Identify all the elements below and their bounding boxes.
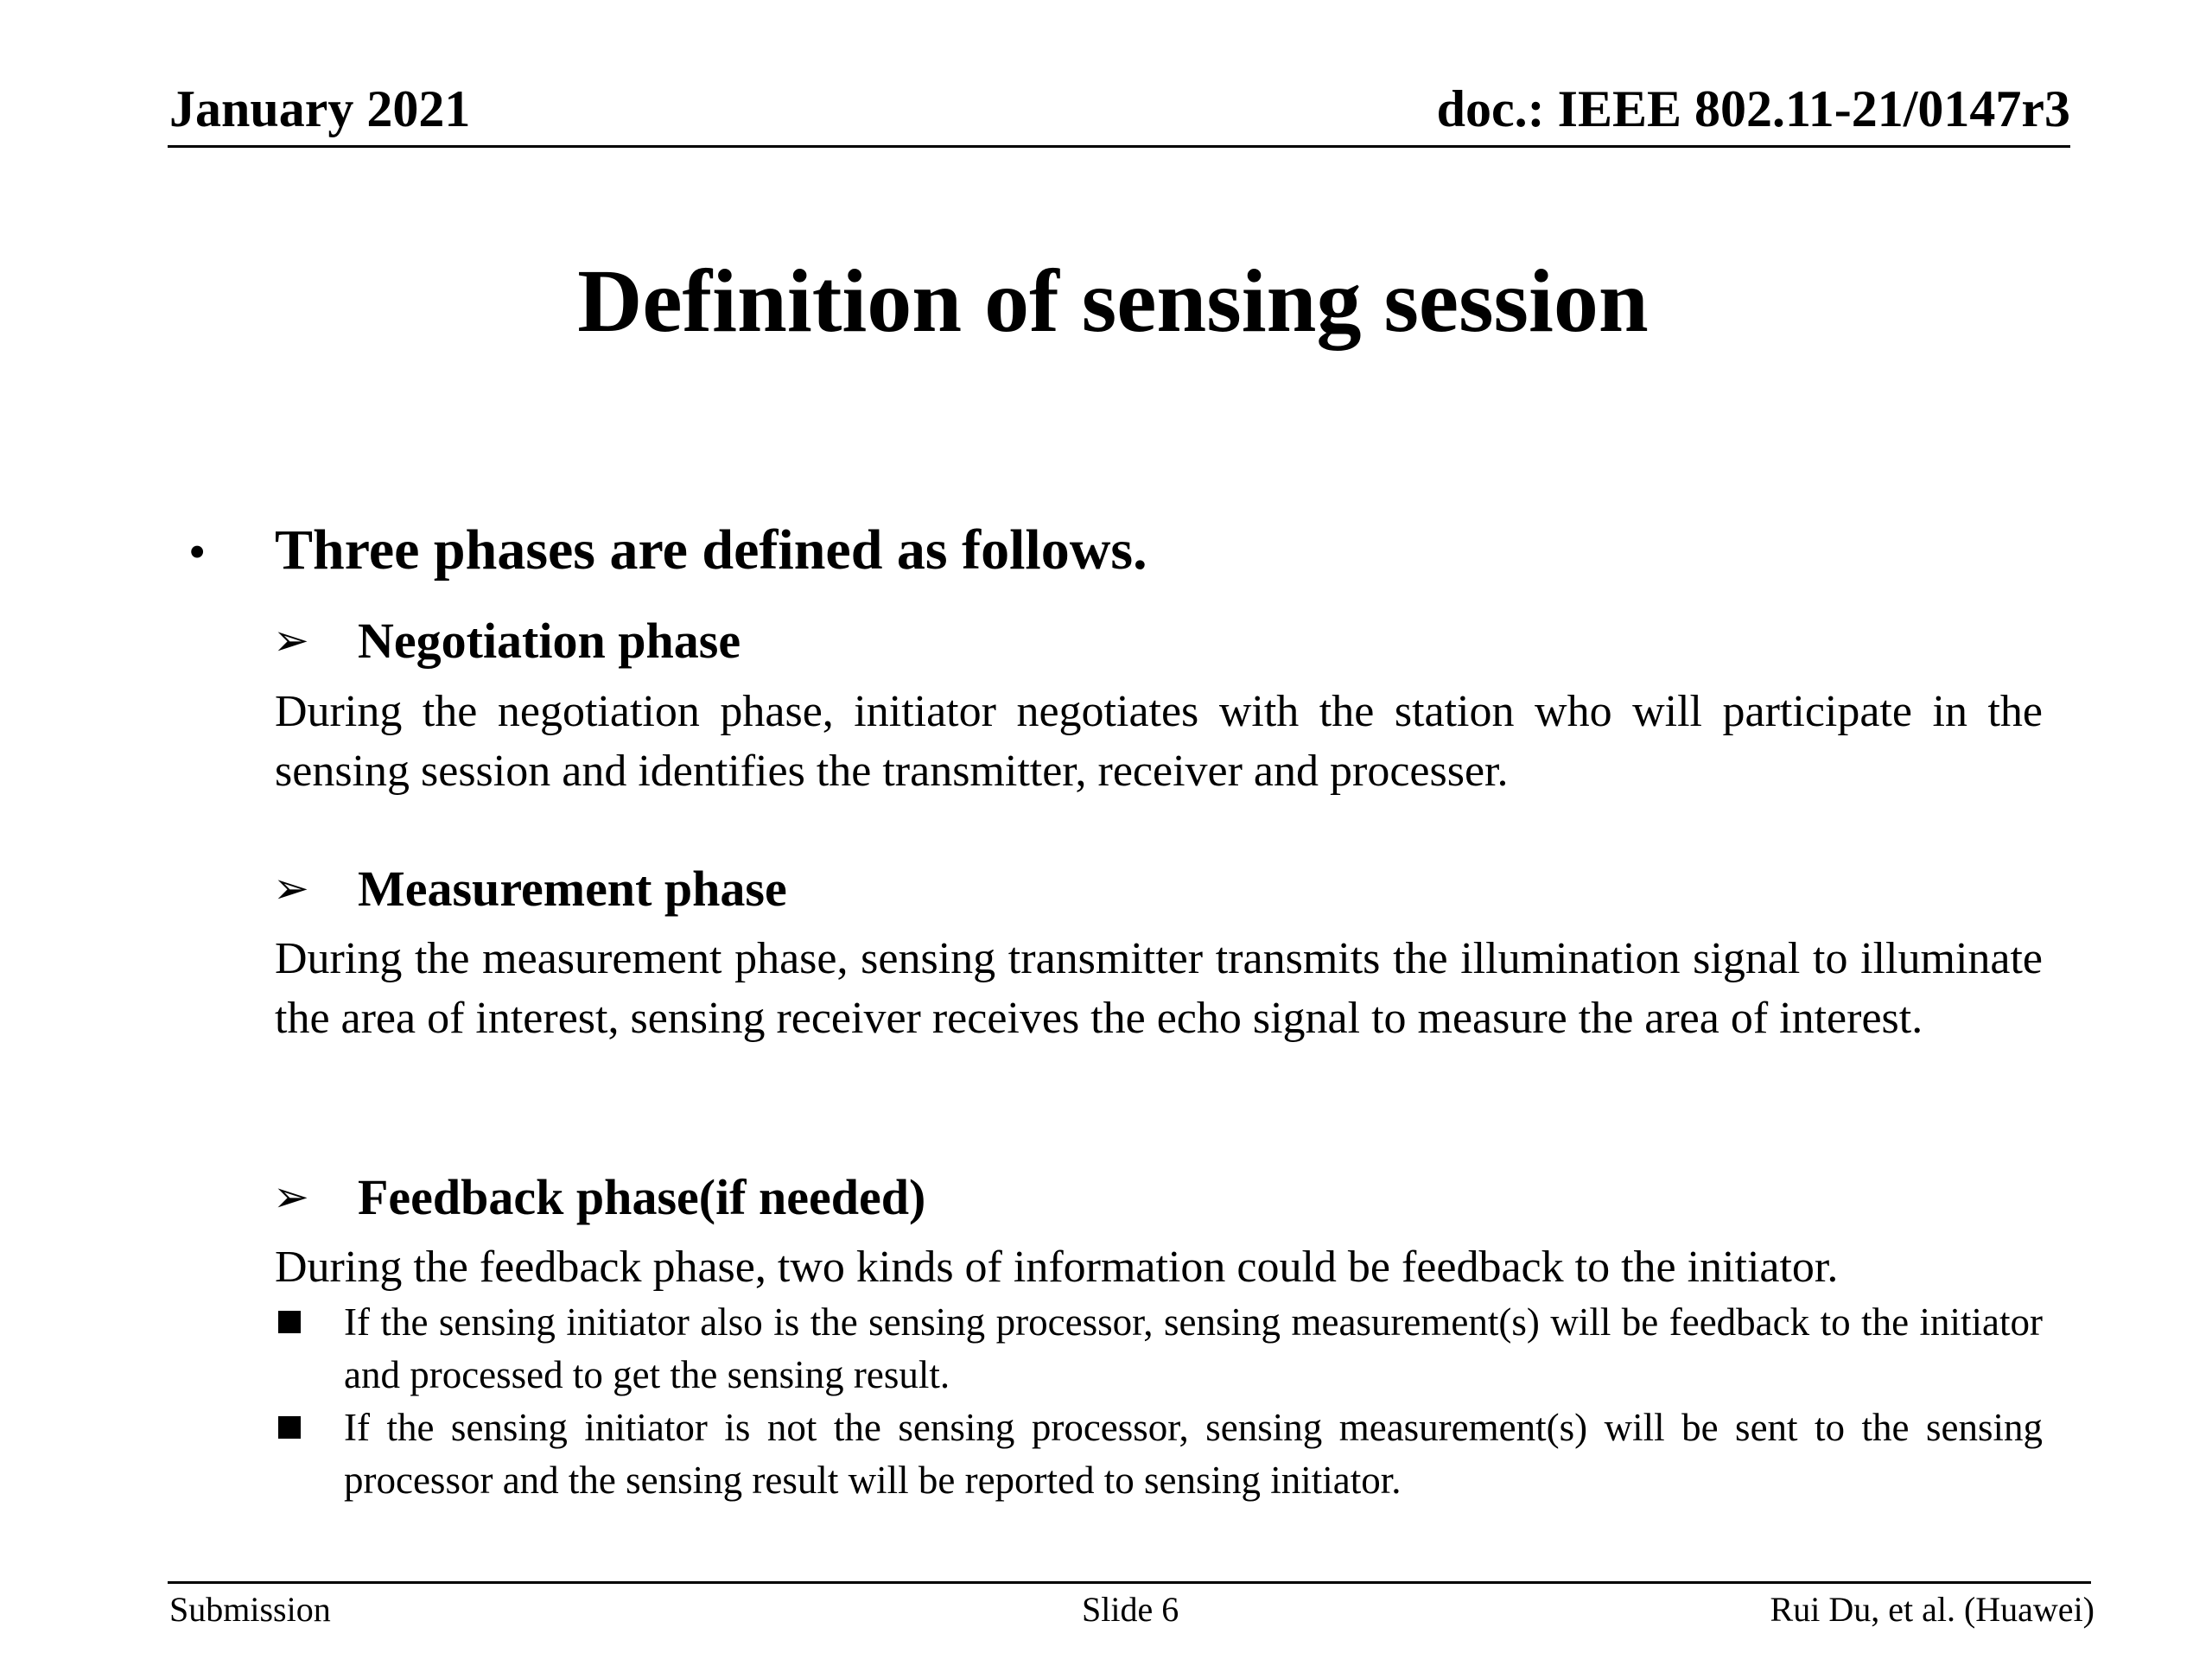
footer-rule	[168, 1581, 2091, 1584]
square-bullet-icon	[278, 1311, 301, 1333]
footer-submission: Submission	[169, 1590, 331, 1629]
feedback-item: If the sensing initiator is not the sensing processor, sensing measurement(s) will be sent to the sensing processor and the sensing result will be reported to sensing initiator.	[344, 1406, 2043, 1502]
phase-heading-feedback: Feedback phase(if needed)	[358, 1169, 926, 1225]
bullet-dot-icon: •	[188, 524, 207, 580]
intro-bullet: Three phases are defined as follows.	[275, 518, 1147, 582]
footer-slide-number: Slide 6	[1082, 1590, 1179, 1629]
slide-title: Definition of sensing session	[577, 251, 1649, 351]
phase-heading-negotiation: Negotiation phase	[358, 613, 741, 669]
square-bullet-icon	[278, 1416, 301, 1439]
arrow-bullet-icon: ➢	[273, 616, 309, 664]
arrow-bullet-icon: ➢	[273, 1173, 309, 1221]
phase-body-measurement: During the measurement phase, sensing transmitter transmits the illumination signal to illuminate the area of interest, sensing receiver receives the echo signal to measure the area of interest.	[275, 934, 2043, 1043]
header-rule	[168, 145, 2070, 148]
header-date: January 2021	[169, 80, 471, 137]
header-doc-id: doc.: IEEE 802.11-21/0147r3	[1436, 80, 2070, 137]
phase-body-negotiation: During the negotiation phase, initiator negotiates with the station who will participate in the sensing session and identifies the transmitter, receiver and processer.	[275, 687, 2043, 796]
arrow-bullet-icon: ➢	[273, 864, 309, 912]
phase-heading-measurement: Measurement phase	[358, 861, 787, 917]
phase-body-feedback: During the feedback phase, two kinds of information could be feedback to the initiator.	[275, 1243, 1839, 1292]
feedback-item: If the sensing initiator also is the sensing processor, sensing measurement(s) will be feedback to the initiator and processed to get the sensing result.	[344, 1300, 2043, 1396]
footer-author: Rui Du, et al. (Huawei)	[1770, 1590, 2094, 1629]
